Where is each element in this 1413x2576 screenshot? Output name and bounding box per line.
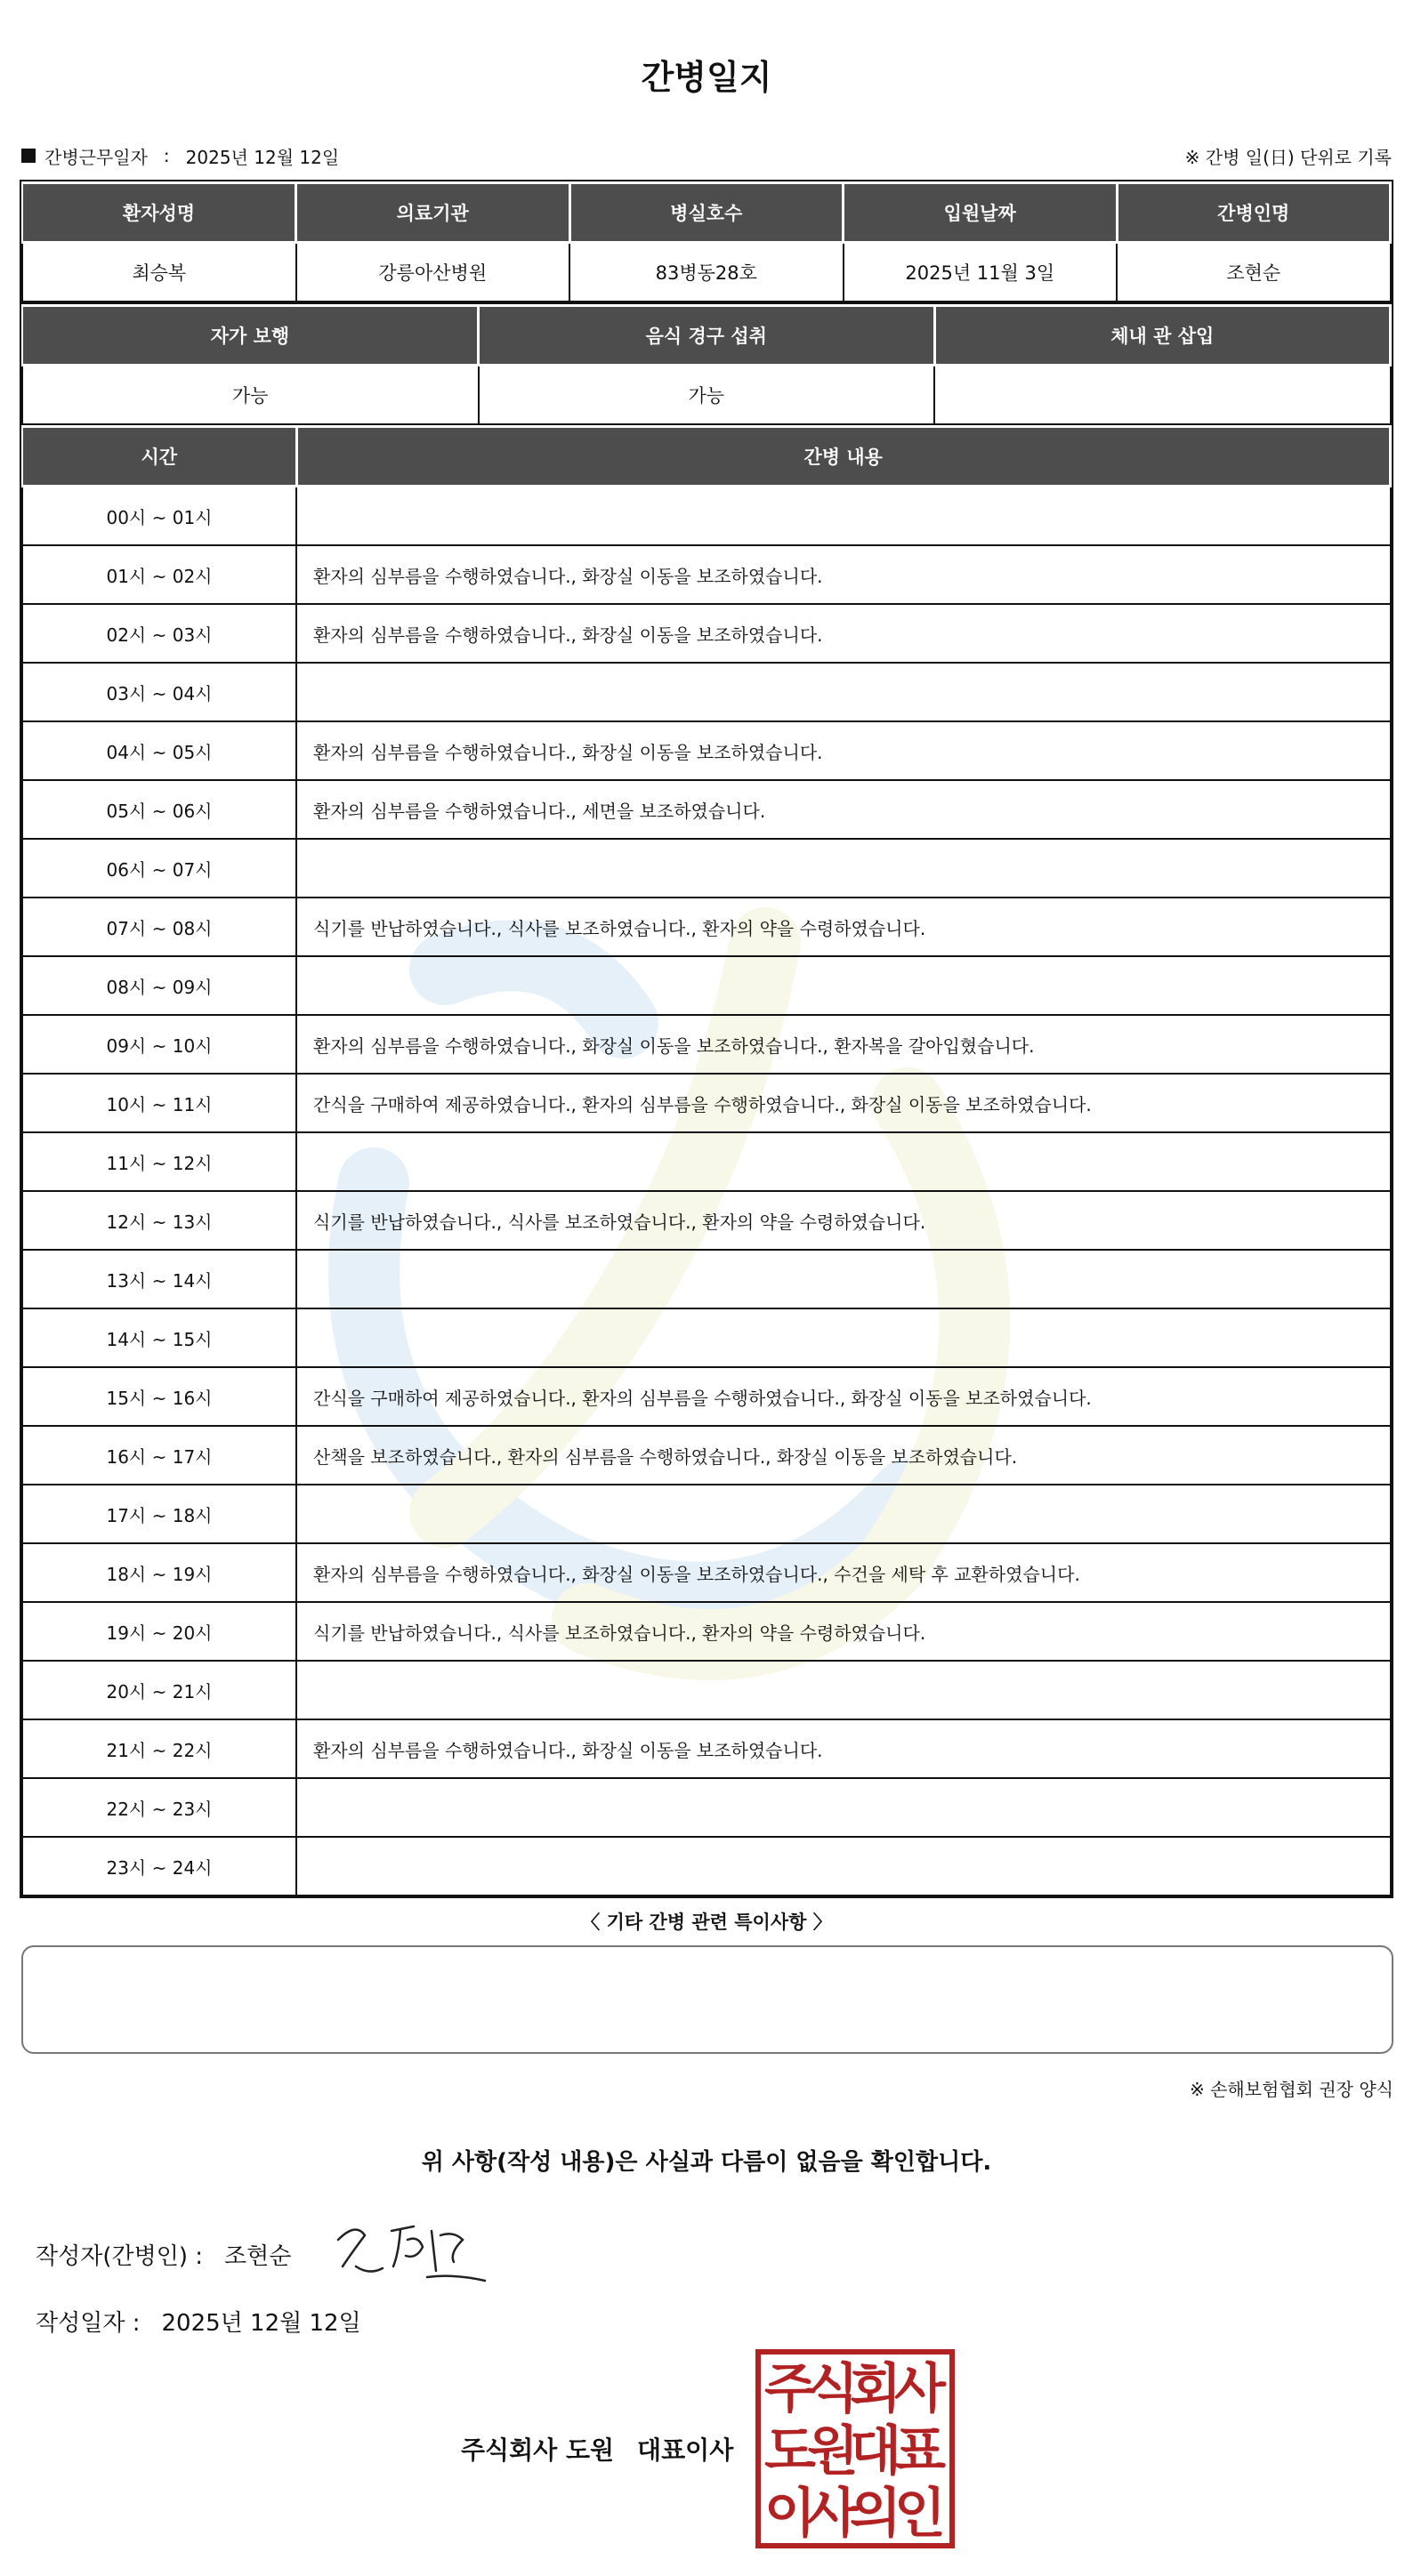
table-row [22,1602,1391,1661]
notes-title: 〈 기타 간병 관련 특이사항 〉 [581,1912,832,1933]
unit-note: ※ 간병 일(日) 단위로 기록 [1184,146,1392,168]
svg-text:주: 주 [764,2358,816,2420]
company-line [461,2431,733,2467]
time-slot: 05시 ~ 06시 [22,780,296,839]
table-row [22,663,1391,721]
work-date-label: 간병근무일자 [44,146,148,168]
table-row [22,1543,1391,1602]
svg-text:의: 의 [850,2483,901,2545]
care-content [296,1837,1391,1896]
table-header-row [22,306,1391,366]
svg-text:원: 원 [807,2420,859,2483]
table-row [22,1132,1391,1191]
admission-date: 2025년 11월 3일 [844,243,1118,302]
time-slot: 23시 ~ 24시 [22,1837,296,1896]
table-header-row [22,427,1391,487]
table-row [22,1308,1391,1367]
time-slot: 13시 ~ 14시 [22,1250,296,1308]
patient-info-table [21,181,1392,302]
time-slot: 09시 ~ 10시 [22,1015,296,1074]
time-slot: 15시 ~ 16시 [22,1367,296,1426]
table-row [22,1778,1391,1837]
care-content [296,839,1391,898]
svg-text:표: 표 [894,2420,946,2483]
time-slot: 21시 ~ 22시 [22,1719,296,1778]
table-row [22,1485,1391,1543]
confirmation-statement: 위 사항(작성 내용)은 사실과 다름이 없음을 확인합니다. [421,2149,992,2176]
svg-text:사: 사 [894,2358,946,2420]
care-content: 산책을 보조하였습니다., 환자의 심부름을 수행하였습니다., 화장실 이동을 보조하였습니다. [296,1426,1391,1485]
table-row [22,1074,1391,1132]
header-cell: 환자성명 [22,183,296,243]
table-row [22,721,1391,780]
oral-intake-value: 가능 [479,366,935,425]
table-row [22,956,1391,1015]
table-row [22,1837,1391,1896]
header-cell: 체내 관 삽입 [934,306,1391,366]
care-content: 환자의 심부름을 수행하였습니다., 화장실 이동을 보조하였습니다. [296,1719,1391,1778]
time-slot: 12시 ~ 13시 [22,1191,296,1250]
care-content [296,1485,1391,1543]
time-slot: 22시 ~ 23시 [22,1778,296,1837]
care-content [296,1778,1391,1837]
representative-title: 대표이사 [637,2435,734,2465]
table-row [22,366,1391,425]
time-slot: 16시 ~ 17시 [22,1426,296,1485]
svg-text:대: 대 [850,2420,901,2483]
table-row [22,545,1391,604]
self-walking-value: 가능 [22,366,479,425]
care-content: 환자의 심부름을 수행하였습니다., 화장실 이동을 보조하였습니다. [296,545,1391,604]
header-cell: 간병인명 [1117,183,1391,243]
header-cell: 입원날짜 [844,183,1118,243]
room-number: 83병동28호 [569,243,844,302]
time-slot: 08시 ~ 09시 [22,956,296,1015]
hospital-name: 강릉아산병원 [296,243,570,302]
company-name: 주식회사 도원 [461,2435,615,2465]
care-log-table [21,425,1392,1896]
time-slot: 10시 ~ 11시 [22,1074,296,1132]
table-row [22,1191,1391,1250]
care-content: 환자의 심부름을 수행하였습니다., 세면을 보조하였습니다. [296,780,1391,839]
table-header-row [22,183,1391,243]
tube-insertion-value [934,366,1391,425]
care-content: 식기를 반납하였습니다., 식사를 보조하였습니다., 환자의 약을 수령하였습니다. [296,1602,1391,1661]
time-slot: 14시 ~ 15시 [22,1308,296,1367]
time-slot: 01시 ~ 02시 [22,545,296,604]
time-slot: 07시 ~ 08시 [22,898,296,956]
time-slot: 17시 ~ 18시 [22,1485,296,1543]
time-slot: 11시 ~ 12시 [22,1132,296,1191]
meta-row [21,142,1392,169]
svg-text:사: 사 [807,2483,859,2545]
table-row [22,487,1391,546]
header-cell: 병실호수 [569,183,844,243]
care-content: 간식을 구매하여 제공하였습니다., 환자의 심부름을 수행하였습니다., 화장실 이동을 보조하였습니다. [296,1074,1391,1132]
company-seal-stamp [755,2348,956,2549]
care-content [296,487,1391,546]
table-row [22,1661,1391,1719]
date-line [36,2305,361,2338]
care-content: 식기를 반납하였습니다., 식사를 보조하였습니다., 환자의 약을 수령하였습니다. [296,1191,1391,1250]
table-row [22,898,1391,956]
document-title: 간병일지 [641,58,772,97]
care-content: 환자의 심부름을 수행하였습니다., 화장실 이동을 보조하였습니다. [296,604,1391,663]
time-slot: 03시 ~ 04시 [22,663,296,721]
table-row [22,780,1391,839]
time-slot: 19시 ~ 20시 [22,1602,296,1661]
time-slot: 06시 ~ 07시 [22,839,296,898]
care-content: 간식을 구매하여 제공하였습니다., 환자의 심부름을 수행하였습니다., 화장실 이동을 보조하였습니다. [296,1367,1391,1426]
table-row [22,839,1391,898]
header-cell: 자가 보행 [22,306,479,366]
date-value: 2025년 12월 12일 [161,2310,361,2337]
care-content [296,1308,1391,1367]
table-row [22,1015,1391,1074]
care-content: 환자의 심부름을 수행하였습니다., 화장실 이동을 보조하였습니다., 수건을 세탁 후 교환하였습니다. [296,1543,1391,1602]
care-content: 식기를 반납하였습니다., 식사를 보조하였습니다., 환자의 약을 수령하였습니다. [296,898,1391,956]
table-row [22,1367,1391,1426]
svg-text:도: 도 [764,2420,816,2483]
svg-text:이: 이 [764,2483,816,2545]
table-row [22,243,1391,302]
time-slot: 02시 ~ 03시 [22,604,296,663]
table-row [22,1719,1391,1778]
svg-text:식: 식 [807,2358,859,2420]
table-row [22,604,1391,663]
writer-name: 조현순 [224,2243,292,2270]
care-content: 환자의 심부름을 수행하였습니다., 화장실 이동을 보조하였습니다., 환자복을 갈아입혔습니다. [296,1015,1391,1074]
time-slot: 04시 ~ 05시 [22,721,296,780]
work-date-sep: : [163,145,170,166]
time-slot: 18시 ~ 19시 [22,1543,296,1602]
writer-label: 작성자(간병인) : [36,2243,204,2270]
care-content [296,1132,1391,1191]
patient-name: 최승복 [22,243,296,302]
square-bullet-icon [21,149,36,163]
handwritten-signature [329,2204,498,2293]
date-label: 작성일자 : [36,2310,141,2337]
svg-text:인: 인 [894,2483,946,2545]
notes-box [21,1945,1393,2054]
header-cell: 시간 [22,427,296,487]
work-date-value: 2025년 12월 12일 [185,146,340,168]
care-log-body [22,487,1391,1896]
caregiver-name: 조현순 [1117,243,1391,302]
care-content [296,956,1391,1015]
writer-line [36,2238,291,2271]
header-cell: 간병 내용 [296,427,1391,487]
svg-text:회: 회 [850,2358,901,2420]
work-date [21,143,339,169]
table-row [22,1426,1391,1485]
status-table [21,304,1392,425]
care-content: 환자의 심부름을 수행하였습니다., 화장실 이동을 보조하였습니다. [296,721,1391,780]
time-slot: 00시 ~ 01시 [22,487,296,546]
care-content [296,1250,1391,1308]
care-content [296,1661,1391,1719]
care-content [296,663,1391,721]
table-row [22,1250,1391,1308]
header-cell: 음식 경구 섭취 [479,306,935,366]
header-cell: 의료기관 [296,183,570,243]
time-slot: 20시 ~ 21시 [22,1661,296,1719]
form-source-note: ※ 손해보험협회 권장 양식 [1189,2079,1393,2100]
